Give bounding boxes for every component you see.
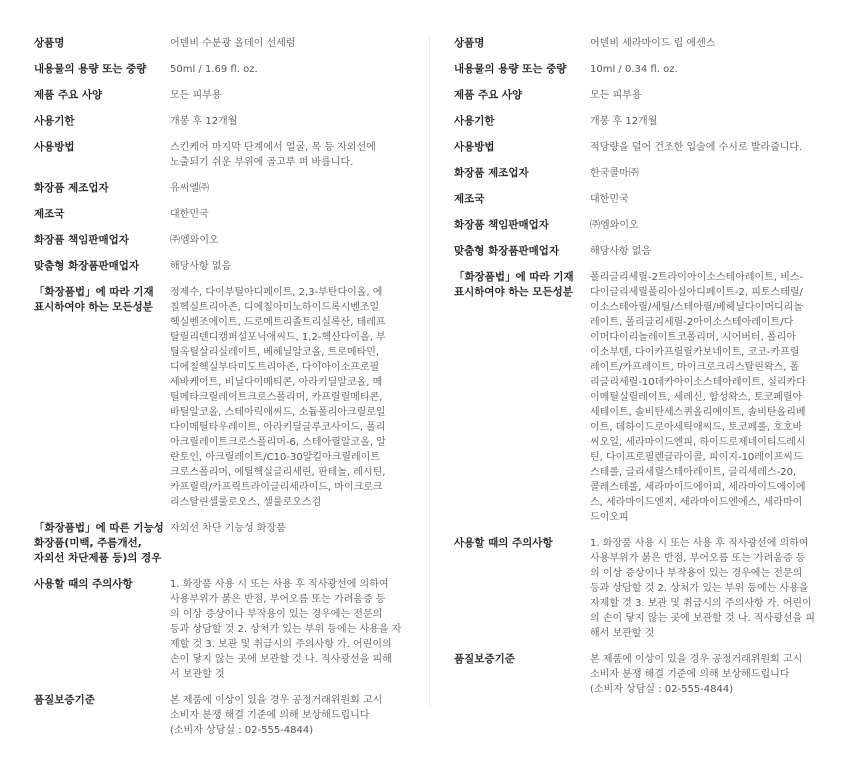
info-value: 유씨엘㈜: [170, 183, 209, 194]
info-label: 맞춤형 화장품판매업자: [34, 260, 140, 272]
info-label: 사용기한: [34, 115, 75, 127]
info-label: 내용물의 용량 또는 중량: [34, 63, 147, 75]
info-value: 모든 피부용: [590, 90, 642, 101]
info-label: 상품명: [34, 37, 65, 49]
info-value: 정제수, 다이부틸아디페이트, 2,3-부탄다이올, 에 칠헥실트리아존, 디에칠아미노하이드록시벤조일 헥실벤조에이트, 드로메트리졸트리실록산, 테레프 탈릴리덴디캠퍼설포닉애씨드, 1,2-헥산다이올, 부 틸옥틸살리실레이트, 베헤닐알코올, 트로메타민, 디에칠헥실부타미도트리아존, 다이아이소프로필 세바케이트, 비닐다이메티콘, 아라키딜알코올, 메 틸메타크릴레이트크로스폴리머, 카프릴릴메티콘, 바틸알코올, 스테아릭애씨드, 소듐폴리아크릴로일 다이메틸타우레이트, 아라키딜글루코사이드, 폴리 아크릴레이트크로스폴리머-6, 스테아릴알코올, 알 란토인, 아크릴레이트/C10-30알킬아크릴레이트 크로스폴리머, 에틸헥실글리세린, 판테놀, 레시틴, 카프릴릭/카프릭트라이글리세라이드, 마이크로크 리스탈린셀룰로오스, 셀룰로오스검: [170, 287, 386, 508]
info-value: ㈜엠와이오: [590, 220, 639, 231]
info-row-precautions: [454, 536, 826, 641]
info-label: 사용기한: [454, 115, 495, 127]
info-label: 사용방법: [34, 141, 75, 153]
info-label: 품질보증기준: [454, 653, 515, 665]
info-value: 자외선 차단 기능성 화장품: [170, 523, 286, 534]
info-value: 어덴비 수분광 올데이 선세럼: [170, 38, 296, 49]
info-label: 「화장품법」에 따른 기능성 화장품(미백, 주름개선, 자외선 차단제품 등)의 경우: [34, 522, 164, 564]
info-row-ingredients: [454, 270, 826, 525]
info-label: 「화장품법」에 따라 기재 표시하여야 하는 모든성분: [454, 271, 574, 298]
info-row-manufacturer: [34, 181, 406, 196]
info-value: 본 제품에 이상이 있을 경우 공정거래위원회 고시 소비자 분쟁 해결 기준에 의해 보상해드립니다 (소비자 상담실 : 02-555-4844): [170, 695, 383, 736]
info-label: 화장품 책임판매업자: [454, 219, 549, 231]
info-value: 어덴비 세라마이드 립 에센스: [590, 38, 716, 49]
info-value: 한국콜마㈜: [590, 168, 639, 179]
info-label: 제조국: [34, 208, 65, 220]
info-value: 본 제품에 이상이 있을 경우 공정거래위원회 고시 소비자 분쟁 해결 기준에 의해 보상해드립니다 (소비자 상담실 : 02-555-4844): [590, 654, 803, 695]
info-value: 대한민국: [590, 194, 629, 205]
info-row-quality: [454, 652, 826, 697]
info-row-ingredients: [34, 285, 406, 510]
info-row-manufacturer: [454, 166, 826, 181]
info-value: 적당량을 덜어 건조한 입술에 수시로 발라줍니다.: [590, 142, 803, 153]
info-label: 사용할 때의 주의사항: [454, 537, 553, 549]
column-divider: [429, 36, 430, 706]
info-label: 품질보증기준: [34, 694, 95, 706]
info-label: 제품 주요 사양: [34, 89, 103, 101]
info-value: 개봉 후 12개월: [590, 116, 658, 127]
info-value: 1. 화장품 사용 시 또는 사용 후 직사광선에 의하여 사용부위가 붉은 반점, 부어오름 또는 가려움증 등 의 이상 증상이나 부작용이 있는 경우에는 전문의 등과 상담할 것 2. 상처가 있는 부위 등에는 사용을 자 제할 것 3. 보관 및 취급시의 주의사항 가. 어린이의 손이 닿지 않는 곳에 보관할 것 나. 직사광선을 피해 서 보관할 것: [170, 579, 402, 680]
info-label: 「화장품법」에 따라 기재 표시하여야 하는 모든성분: [34, 286, 154, 313]
info-label: 사용할 때의 주의사항: [34, 578, 133, 590]
info-row-precautions: [34, 577, 406, 682]
info-value: 개봉 후 12개월: [170, 116, 238, 127]
info-row-volume: [454, 62, 826, 77]
info-row-custom-seller: [34, 259, 406, 274]
info-row-seller: [454, 218, 826, 233]
info-label: 화장품 제조업자: [34, 182, 109, 194]
info-row-expiry: [454, 114, 826, 129]
info-label: 상품명: [454, 37, 485, 49]
info-label: 내용물의 용량 또는 중량: [454, 63, 567, 75]
info-row-usage: [454, 140, 826, 155]
info-row-custom-seller: [454, 244, 826, 259]
info-label: 맞춤형 화장품판매업자: [454, 245, 560, 257]
info-label: 제조국: [454, 193, 485, 205]
info-row-country: [454, 192, 826, 207]
info-row-quality: [34, 693, 406, 738]
info-value: 1. 화장품 사용 시 또는 사용 후 직사광선에 의하여 사용부위가 붉은 반점, 부어오름 또는 가려움증 등 의 이상 증상이나 부작용이 있는 경우에는 전문의 등과 상담할 것 2. 상처가 있는 부위 등에는 사용을 자제할 것 3. 보관 및 취급시의 주의사항 가. 어린이 의 손이 닿지 않는 곳에 보관할 것 나. 직사광선을 피 해서 보관할 것: [590, 538, 815, 639]
info-label: 제품 주요 사양: [454, 89, 523, 101]
info-label: 화장품 제조업자: [454, 167, 529, 179]
info-label: 사용방법: [454, 141, 495, 153]
info-row-spec: [34, 88, 406, 103]
info-row-expiry: [34, 114, 406, 129]
info-value: 해당사항 없음: [170, 261, 232, 272]
info-row-volume: [34, 62, 406, 77]
info-value: 50ml / 1.69 fl. oz.: [170, 64, 258, 75]
info-value: ㈜엠와이오: [170, 235, 219, 246]
info-label: 화장품 책임판매업자: [34, 234, 129, 246]
info-row-seller: [34, 233, 406, 248]
product-info-left: [34, 36, 406, 749]
info-row-usage: [34, 140, 406, 170]
info-value: 10ml / 0.34 fl. oz.: [590, 64, 678, 75]
info-value: 모든 피부용: [170, 90, 222, 101]
product-info-right: [454, 36, 826, 708]
info-row-spec: [454, 88, 826, 103]
info-value: 해당사항 없음: [590, 246, 652, 257]
info-row-product-name: [34, 36, 406, 51]
info-row-functional: [34, 521, 406, 566]
info-value: 스킨케어 마지막 단계에서 얼굴, 목 등 자외선에 노출되기 쉬운 부위에 골고루 펴 바릅니다.: [170, 142, 376, 168]
info-value: 대한민국: [170, 209, 209, 220]
info-row-product-name: [454, 36, 826, 51]
info-value: 폴리글리세릴-2트라이아이소스테아레이트, 비스- 다이글리세릴폴리아실아디페이트-2, 피토스테릴/ 이소스테아릴/세틸/스테아릴/베헤닐다이머디리놀 레이트, 폴리글리세릴-2아이소스테아레이트/다 이머다이리놀레이트코폴리머, 시어버터, 폴리아 이소부텐, 다이카프릴릴카보네이트, 코코-카프릴 레이트/카프레이트, 마이크로크리스탈린왁스, 폴 리글리세릴-10데카아이소스테아레이트, 실리카다 이메틸실릴레이트, 세레신, 합성왁스, 토코페릴아 세테이트, 솔비탄세스퀴올리에이트, 솔비탄올리베 이트, 데하이드로아세틱애씨드, 토코페롤, 호호바 씨오일, 세라마이드엔피, 하이드로제네이티드레시 틴, 다이프로필렌글라이콜, 피이지-10레이프씨드 스테롤, 글리세릴스테아레이트, 글리세레스-20, 콜레스테롤, 세라마이드에이피, 세라마이드에이에 스, 세라마이드엔지, 세라마이드엔에스, 세라마이 드이오피: [590, 272, 806, 523]
info-row-country: [34, 207, 406, 222]
